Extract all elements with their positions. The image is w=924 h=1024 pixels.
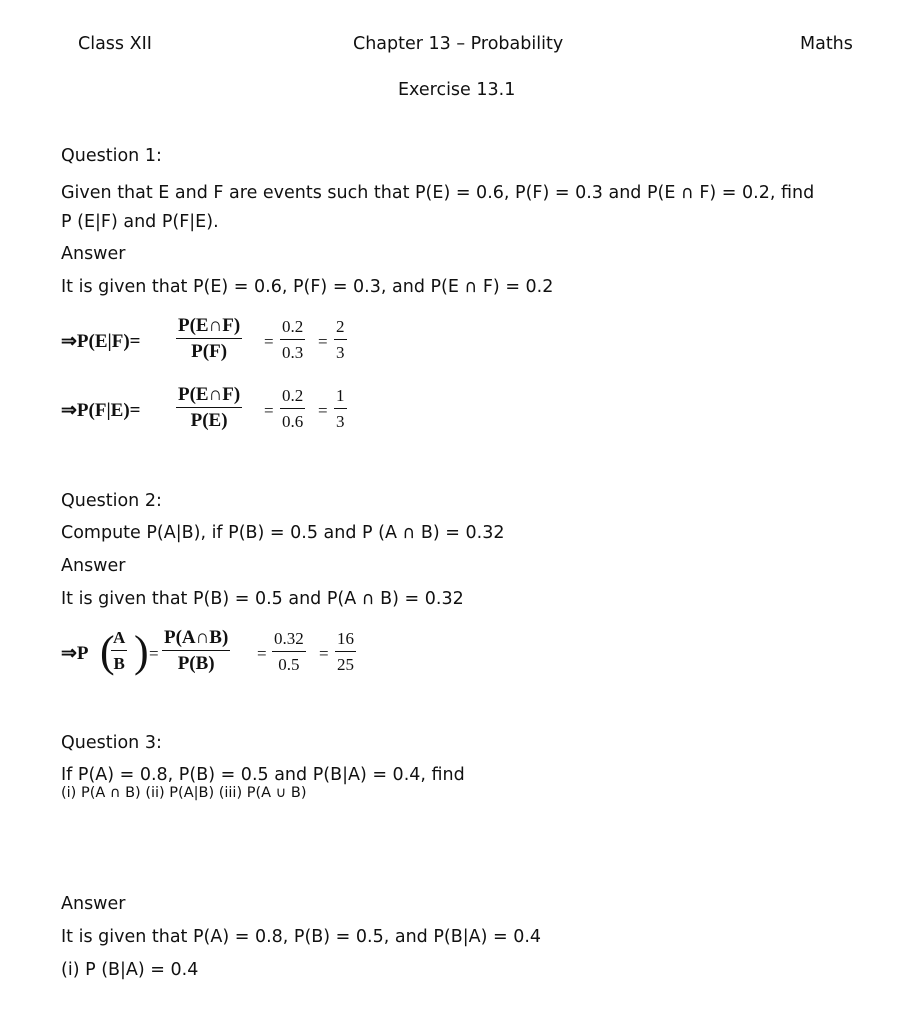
eq2-value-fraction <box>280 384 305 435</box>
eq3-result-fraction <box>335 627 356 678</box>
answer-3-part-i: (i) P (B|A) = 0.4 <box>61 960 199 980</box>
eq2-denominator: P(E) <box>190 410 228 431</box>
exercise-title: Exercise 13.1 <box>398 80 516 100</box>
eq3-equals-a: = <box>257 644 267 663</box>
question-1-heading: Question 1: <box>61 146 162 166</box>
eq1-fraction <box>176 314 242 365</box>
eq3-value-num: 0.32 <box>272 627 306 652</box>
eq2-result-num: 1 <box>334 384 347 409</box>
eq2-value-num: 0.2 <box>280 384 305 409</box>
eq2-result-fraction <box>334 384 347 435</box>
eq3-value-fraction <box>272 627 306 678</box>
answer-3-given: It is given that P(A) = 0.8, P(B) = 0.5, and P(B|A) = 0.4 <box>61 927 542 947</box>
question-2-heading: Question 2: <box>61 491 162 511</box>
answer-1-label: Answer <box>61 244 126 264</box>
eq1-result-num: 2 <box>334 315 347 340</box>
eq3-inner-fraction <box>111 626 127 677</box>
eq1-value-num: 0.2 <box>280 315 305 340</box>
eq3-left-paren: ( <box>100 627 115 676</box>
eq1-denominator: P(F) <box>191 341 228 362</box>
question-1-text-line1: Given that E and F are events such that P(E) = 0.6, P(F) = 0.3 and P(E ∩ F) = 0.2, find <box>61 183 815 203</box>
eq3-equals-b: = <box>319 644 329 663</box>
question-2-text: Compute P(A|B), if P(B) = 0.5 and P (A ∩ B) = 0.32 <box>61 523 505 543</box>
eq3-equals-0: = <box>149 644 159 663</box>
subject-label: Maths <box>800 34 853 54</box>
eq1-value-den: 0.3 <box>282 343 304 362</box>
answer-1-given: It is given that P(E) = 0.6, P(F) = 0.3, and P(E ∩ F) = 0.2 <box>61 277 554 297</box>
eq3-result-num: 16 <box>335 627 356 652</box>
eq3-right-paren: ) <box>134 627 149 676</box>
question-1-text-line2: P (E|F) and P(F|E). <box>61 212 219 232</box>
answer-2-label: Answer <box>61 556 126 576</box>
eq3-numerator: P(A∩B) <box>162 626 230 651</box>
question-3-text-line2: (i) P(A ∩ B) (ii) P(A|B) (iii) P(A ∪ B) <box>61 785 307 801</box>
eq2-lhs: ⇒P(F|E)= <box>61 400 141 421</box>
eq2-fraction <box>176 383 242 434</box>
eq2-numerator: P(E∩F) <box>176 383 242 408</box>
answer-3-label: Answer <box>61 894 126 914</box>
question-3-heading: Question 3: <box>61 733 162 753</box>
eq3-inner-num: A <box>111 626 127 651</box>
chapter-title: Chapter 13 – Probability <box>353 34 564 54</box>
eq3-value-den: 0.5 <box>278 655 300 674</box>
class-label: Class XII <box>78 34 152 54</box>
eq2-value-den: 0.6 <box>282 412 304 431</box>
eq1-equals-b: = <box>318 332 328 351</box>
eq2-equals-b: = <box>318 401 328 420</box>
answer-2-given: It is given that P(B) = 0.5 and P(A ∩ B) = 0.32 <box>61 589 464 609</box>
eq1-value-fraction <box>280 315 305 366</box>
question-3-text-line1: If P(A) = 0.8, P(B) = 0.5 and P(B|A) = 0.4, find <box>61 765 465 785</box>
eq1-equals-a: = <box>264 332 274 351</box>
eq3-fraction <box>162 626 230 677</box>
eq3-lhs: ⇒P <box>61 643 89 664</box>
eq3-result-den: 25 <box>337 655 354 674</box>
eq1-numerator: P(E∩F) <box>176 314 242 339</box>
eq1-result-den: 3 <box>336 343 345 362</box>
eq3-inner-den: B <box>113 654 125 673</box>
eq1-lhs: ⇒P(E|F)= <box>61 331 141 352</box>
eq2-equals-a: = <box>264 401 274 420</box>
eq2-result-den: 3 <box>336 412 345 431</box>
eq3-denominator: P(B) <box>177 653 215 674</box>
eq1-result-fraction <box>334 315 347 366</box>
